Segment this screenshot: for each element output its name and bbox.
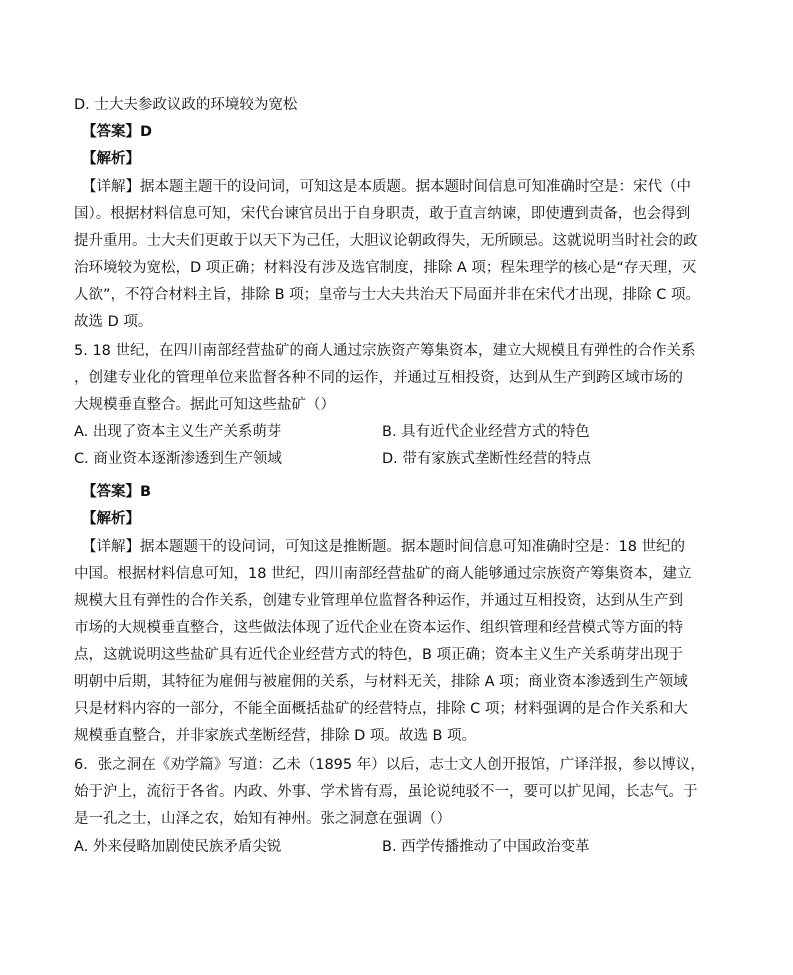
q4-answer-label: 【答案】D [82, 124, 153, 140]
q5-analysis-label: 【解析】 [82, 511, 140, 527]
q6-option-a: A. 外来侵略加剧使民族矛盾尖锐 [74, 839, 282, 855]
q5-stem-line: 大规模垂直整合。据此可知这些盐矿（） [74, 397, 335, 413]
q4-analysis-label: 【解析】 [82, 151, 140, 167]
q4-detail-line: 故选 D 项。 [74, 314, 153, 330]
q6-stem-line: 6．张之洞在《劝学篇》写道：乙未（1895 年）以后，志士文人创开报馆，广译洋报，参以博议， [74, 757, 705, 773]
q5-option-b: B. 具有近代企业经营方式的特色 [382, 424, 590, 440]
q5-detail-line: 明朝中后期，其特征为雇佣与被雇佣的关系，与材料无关，排除 A 项；商业资本渗透到生产领域 [74, 674, 688, 690]
q5-detail-line: 点，这就说明这些盐矿具有近代企业经营方式的特色，B 项正确；资本主义生产关系萌芽出现于 [74, 647, 684, 663]
q5-option-d: D. 带有家族式垄断性经营的特点 [382, 451, 591, 467]
q4-detail-line: 国）。根据材料信息可知，宋代台谏官员出于自身职责，敢于直言纳谏，即使遭到责备，也会得到 [74, 206, 691, 222]
q4-detail-line: 治环境较为宽松，D 项正确；材料没有涉及选官制度，排除 A 项；程朱理学的核心是“存天理，灭 [74, 260, 697, 276]
q5-detail-line: 中国。根据材料信息可知，18 世纪，四川南部经营盐矿的商人能够通过宗族资产筹集资本，建立 [74, 566, 692, 582]
q4-detail-line: 【详解】据本题主题干的设问词，可知这是本质题。据本题时间信息可知准确时空是：宋代（中 [82, 179, 691, 195]
q5-option-c: C. 商业资本逐渐渗透到生产领域 [74, 451, 282, 467]
q5-answer-label: 【答案】B [82, 484, 152, 500]
q6-option-b: B. 西学传播推动了中国政治变革 [382, 839, 590, 855]
q5-detail-line: 只是材料内容的一部分，不能全面概括盐矿的经营特点，排除 C 项；材料强调的是合作关系和大 [74, 701, 688, 717]
q5-option-a: A. 出现了资本主义生产关系萌芽 [74, 424, 282, 440]
q4-detail-line: 人欲”，不符合材料主旨，排除 B 项；皇帝与士大夫共治天下局面并非在宋代才出现，排除 C 项。 [74, 287, 701, 303]
q4-detail-line: 提升重用。士大夫们更敢于以天下为己任，大胆议论朝政得失，无所顾忌。这就说明当时社会的政 [74, 233, 698, 249]
q5-detail-line: 规模大且有弹性的合作关系，创建专业管理单位监督各种运作，并通过互相投资，达到从生产到 [74, 593, 683, 609]
q5-detail-line: 规模垂直整合，并非家族式垄断经营，排除 D 项。故选 B 项。 [74, 728, 477, 744]
q5-stem-line: 5. 18 世纪，在四川南部经营盐矿的商人通过宗族资产筹集资本，建立大规模且有弹性的合作关系 [74, 343, 696, 359]
q4-option-d: D. 士大夫参政议政的环境较为宽松 [74, 97, 298, 113]
q5-stem-line: ，创建专业化的管理单位来监督各种不同的运作，并通过互相投资，达到从生产到跨区域市场的 [74, 370, 683, 386]
q6-stem-line: 是一孔之士，山泽之农，始知有神州。张之洞意在强调（） [74, 811, 451, 827]
q5-detail-line: 市场的大规模垂直整合，这些做法体现了近代企业在资本运作、组织管理和经营模式等方面的特 [74, 620, 683, 636]
q6-stem-line: 始于沪上，流衍于各省。内政、外事、学术皆有焉，虽论说纯驳不一，要可以扩见闻，长志气。于 [74, 784, 698, 800]
q5-detail-line: 【详解】据本题题干的设问词，可知这是推断题。据本题时间信息可知准确时空是：18 世纪的 [82, 539, 686, 555]
